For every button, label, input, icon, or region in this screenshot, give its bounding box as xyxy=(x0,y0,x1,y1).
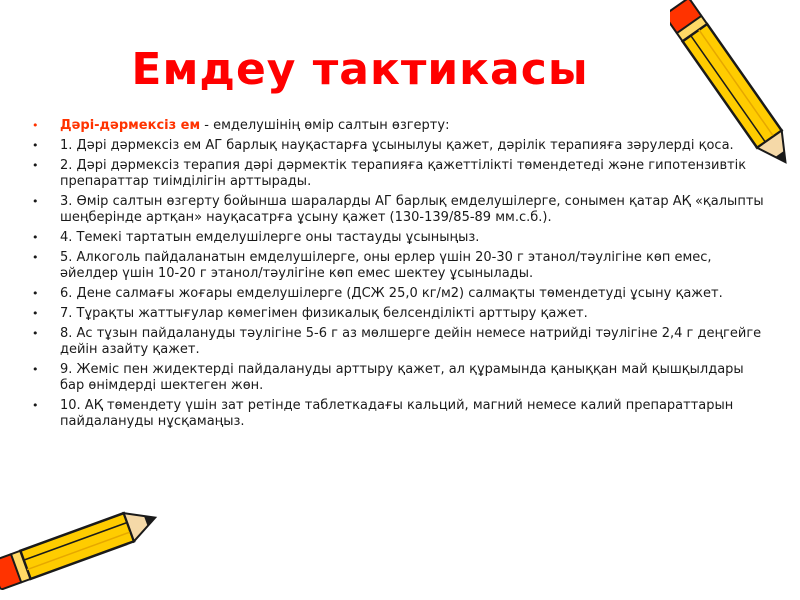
list-item-text: - емделушінің өмір салтын өзгерту: xyxy=(200,118,450,133)
bullet-dot-icon: • xyxy=(32,363,39,376)
list-item xyxy=(28,158,768,190)
bullet-dot-icon: • xyxy=(32,399,39,412)
list-item xyxy=(28,306,768,322)
list-item-text: 9. Жеміс пен жидектерді пайдалануды арттыру қажет, ал құрамында қаныққан май қышқылдары бар өнімдерді шектеген жөн. xyxy=(60,362,744,393)
bullet-dot-icon: • xyxy=(32,119,39,132)
list-item-lead: Дәрі-дәрмексіз ем xyxy=(60,118,201,133)
bullet-dot-icon: • xyxy=(32,139,39,152)
list-item-text: 3. Өмір салтын өзгерту бойынша шараларды АГ барлық емделушілерге, сонымен қатар АҚ «қалыпты шеңберінде артқан» науқасатрға ұсыну қажет (130-139/85-89 мм.с.б.). xyxy=(60,194,764,225)
list-item-text: 7. Тұрақты жаттығулар көмегімен физикалық белсенділікті арттыру қажет. xyxy=(60,306,588,321)
bullet-list xyxy=(28,118,768,434)
list-item-text: 10. АҚ төмендету үшін зат ретінде таблеткадағы кальций, магний немесе калий препараттарын пайдалануды нұсқамаңыз. xyxy=(60,398,734,429)
list-item xyxy=(28,250,768,282)
list-item-text: 1. Дәрі дәрмексіз ем АГ барлық науқастарға ұсынылуы қажет, дәрілік терапияға зәрулерді қоса. xyxy=(60,138,734,153)
list-item xyxy=(28,398,768,430)
slide-title: Емдеу тактикасы xyxy=(131,44,589,95)
list-item-text: 8. Ас тұзын пайдалануды тәулігіне 5-6 г аз мөлшерге дейін немесе натрийді тәулігіне 2,4 г деңгейге дейін азайту қажет. xyxy=(60,326,762,357)
bullet-dot-icon: • xyxy=(32,251,39,264)
bullet-dot-icon: • xyxy=(32,287,39,300)
pencil-icon xyxy=(670,0,800,175)
list-item-text: 4. Темекі тартатын емделушілерге оны тастауды ұсыныңыз. xyxy=(60,230,480,245)
list-item-text: 6. Дене салмағы жоғары емделушілерге (ДСЖ 25,0 кг/м2) салмақты төмендетуді ұсыну қажет. xyxy=(60,286,723,301)
list-item xyxy=(28,230,768,246)
list-item xyxy=(28,138,768,154)
list-item xyxy=(28,362,768,394)
list-item xyxy=(28,118,768,134)
bullet-dot-icon: • xyxy=(32,195,39,208)
list-item xyxy=(28,286,768,302)
list-item xyxy=(28,326,768,358)
bullet-dot-icon: • xyxy=(32,231,39,244)
bullet-dot-icon: • xyxy=(32,159,39,172)
list-item xyxy=(28,194,768,226)
bullet-dot-icon: • xyxy=(32,327,39,340)
pencil-icon xyxy=(0,490,160,600)
bullet-dot-icon: • xyxy=(32,307,39,320)
list-item-text: 5. Алкоголь пайдаланатын емделушілерге, оны ерлер үшін 20-30 г этанол/тәулігіне көп емес, әйелдер үшін 10-20 г этанол/тәулігіне көп емес шектеу ұсынылады. xyxy=(60,250,712,281)
list-item-text: 2. Дәрі дәрмексіз терапия дәрі дәрмектік терапияға қажеттілікті төмендетеді және гипотензивтік препараттар тиімділігін арттырады. xyxy=(60,158,747,189)
